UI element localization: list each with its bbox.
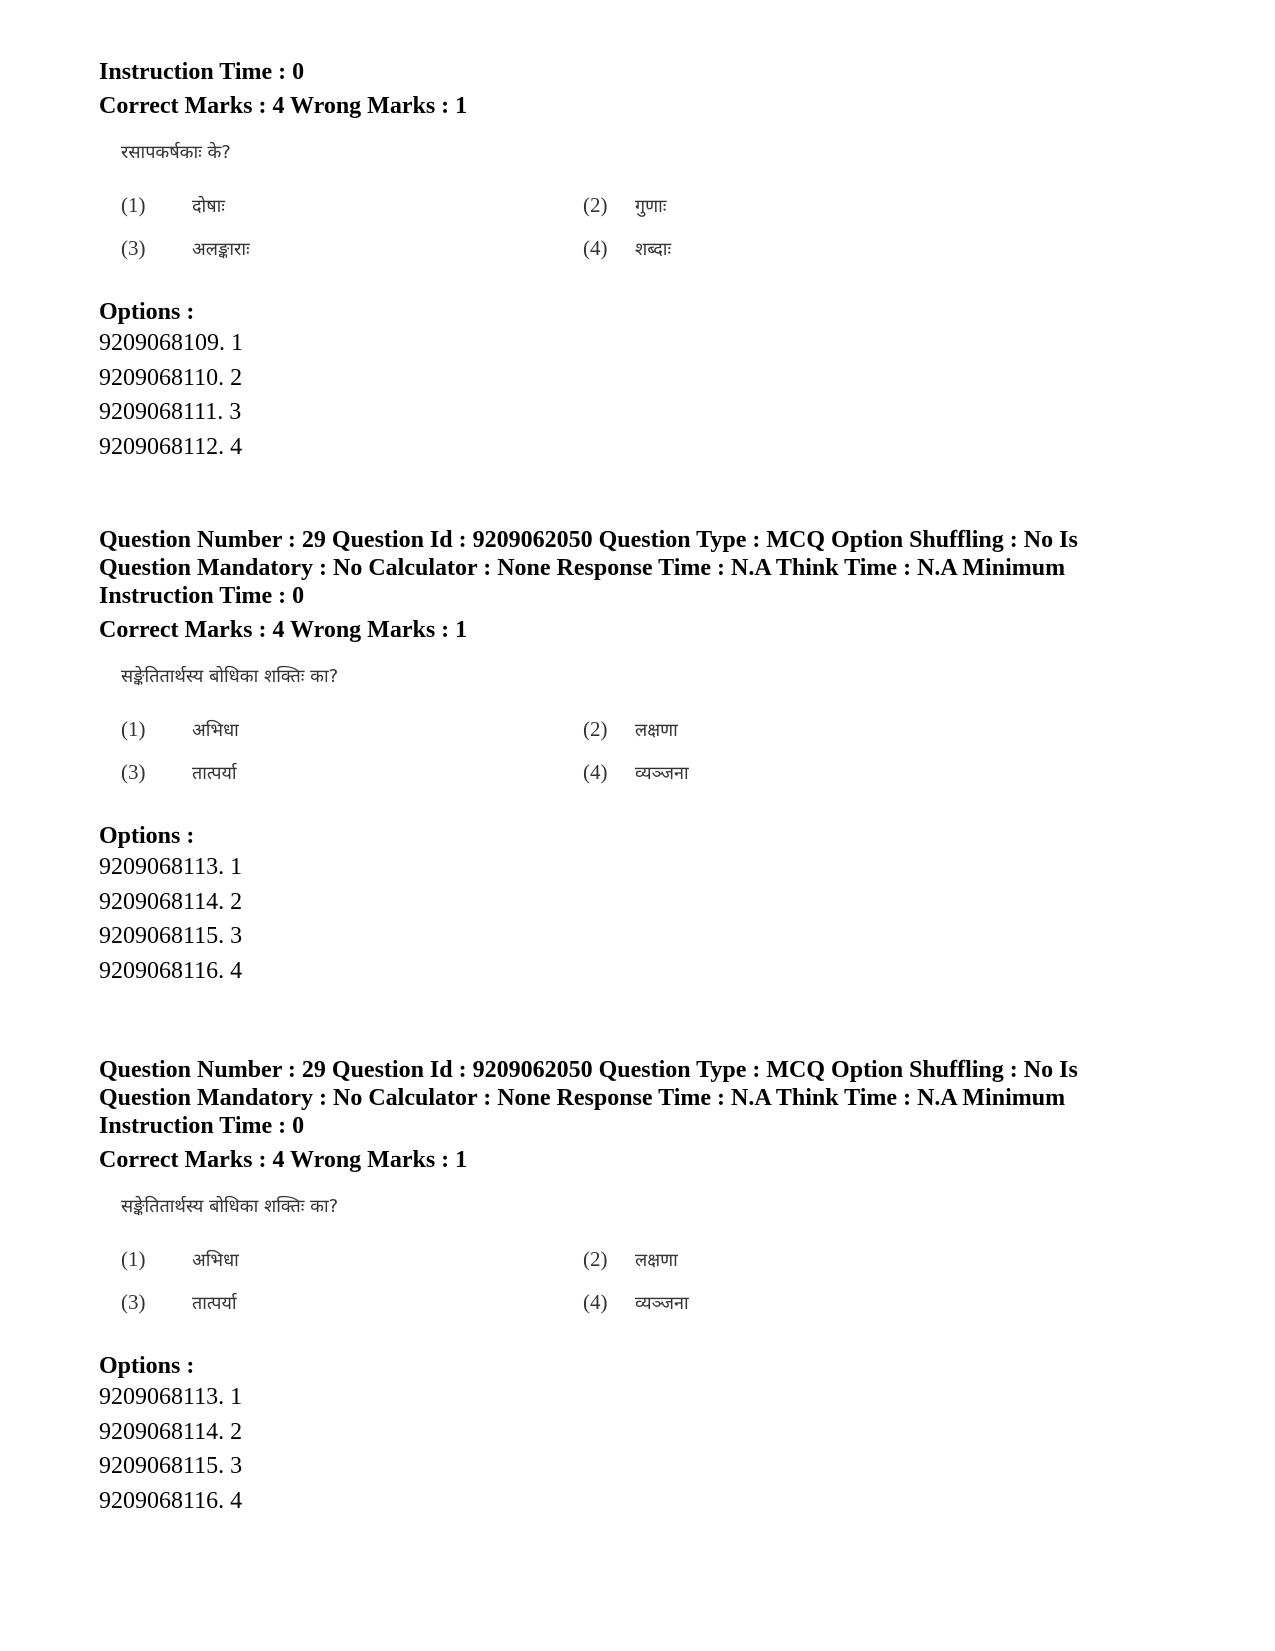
choice-number: (1) [121,1247,146,1271]
choice-row [121,751,1189,794]
choice [121,717,583,742]
choice-text: तात्पर्या [192,762,237,784]
question-block [99,526,1189,988]
choice [583,717,1045,742]
choice-text: तात्पर्या [192,1292,237,1314]
option-id: 9209068113. 1 [99,854,243,880]
marks-line: Correct Marks : 4 Wrong Marks : 1 [99,93,468,119]
choice-text: दोषाः [192,195,225,217]
choice [583,1247,1045,1272]
option-id: 9209068110. 2 [99,364,243,391]
choice-text: शब्दाः [635,238,672,260]
choice-text: गुणाः [635,195,667,217]
option-id: 9209068115. 3 [99,923,243,949]
choice-row [121,708,1189,751]
options-label: Options : [99,299,195,325]
choice [583,236,1045,261]
option-id: 9209068114. 2 [99,1418,243,1445]
options-list [99,326,1189,464]
choice-number: (4) [583,1290,608,1314]
choice [121,760,583,785]
choice [121,1247,583,1272]
question-block [99,58,1189,464]
choice-number: (2) [583,193,608,217]
choice-number: (3) [121,236,146,260]
question-image [121,140,1189,270]
choice-text: लक्षणा [635,719,678,741]
question-text: रसापकर्षकाः के? [121,142,231,163]
choice-number: (4) [583,760,608,784]
choice-number: (3) [121,1290,146,1314]
choice-text: अभिधा [192,719,239,741]
marks-line: Correct Marks : 4 Wrong Marks : 1 [99,1147,468,1173]
option-id: 9209068109. 1 [99,330,243,356]
choice-row [121,1281,1189,1324]
choice [583,193,1045,218]
choice-text: लक्षणा [635,1249,678,1271]
question-image [121,1194,1189,1324]
marks-line: Correct Marks : 4 Wrong Marks : 1 [99,617,468,643]
choice-number: (1) [121,717,146,741]
choice-number: (1) [121,193,146,217]
choice [121,236,583,261]
option-id: 9209068113. 1 [99,1384,243,1410]
question-image [121,664,1189,794]
option-id: 9209068114. 2 [99,888,243,915]
question-header: Question Number : 29 Question Id : 9209062050 Question Type : MCQ Option Shuffling : No Is Question Mandatory : No Calculator : None Response Time : N.A Think Time : N.A Minimum Instruction Time : 0 [99,527,1078,609]
option-id: 9209068116. 4 [99,1487,243,1514]
choice-number: (3) [121,760,146,784]
options-list [99,1380,1189,1518]
choice-row [121,1238,1189,1281]
choice-text: अलङ्काराः [192,238,250,260]
option-id: 9209068112. 4 [99,433,243,460]
choice-text: व्यञ्जना [635,1292,689,1314]
options-label: Options : [99,1353,195,1379]
choice-row [121,184,1189,227]
options-label: Options : [99,823,195,849]
choice-number: (2) [583,717,608,741]
question-header: Question Number : 29 Question Id : 9209062050 Question Type : MCQ Option Shuffling : No Is Question Mandatory : No Calculator : None Response Time : N.A Think Time : N.A Minimum Instruction Time : 0 [99,1057,1078,1139]
question-header: Instruction Time : 0 [99,59,305,85]
choice-number: (4) [583,236,608,260]
choice [583,1290,1045,1315]
options-list [99,850,1189,988]
choice-text: व्यञ्जना [635,762,689,784]
choice-text: अभिधा [192,1249,239,1271]
question-text: सङ्केतितार्थस्य बोधिका शक्तिः का? [121,666,339,687]
question-block [99,1056,1189,1518]
choice [583,760,1045,785]
choice [121,1290,583,1315]
option-id: 9209068115. 3 [99,1453,243,1479]
question-text: सङ्केतितार्थस्य बोधिका शक्तिः का? [121,1196,339,1217]
choice [121,193,583,218]
option-id: 9209068116. 4 [99,957,243,984]
choice-number: (2) [583,1247,608,1271]
choice-row [121,227,1189,270]
option-id: 9209068111. 3 [99,399,242,425]
